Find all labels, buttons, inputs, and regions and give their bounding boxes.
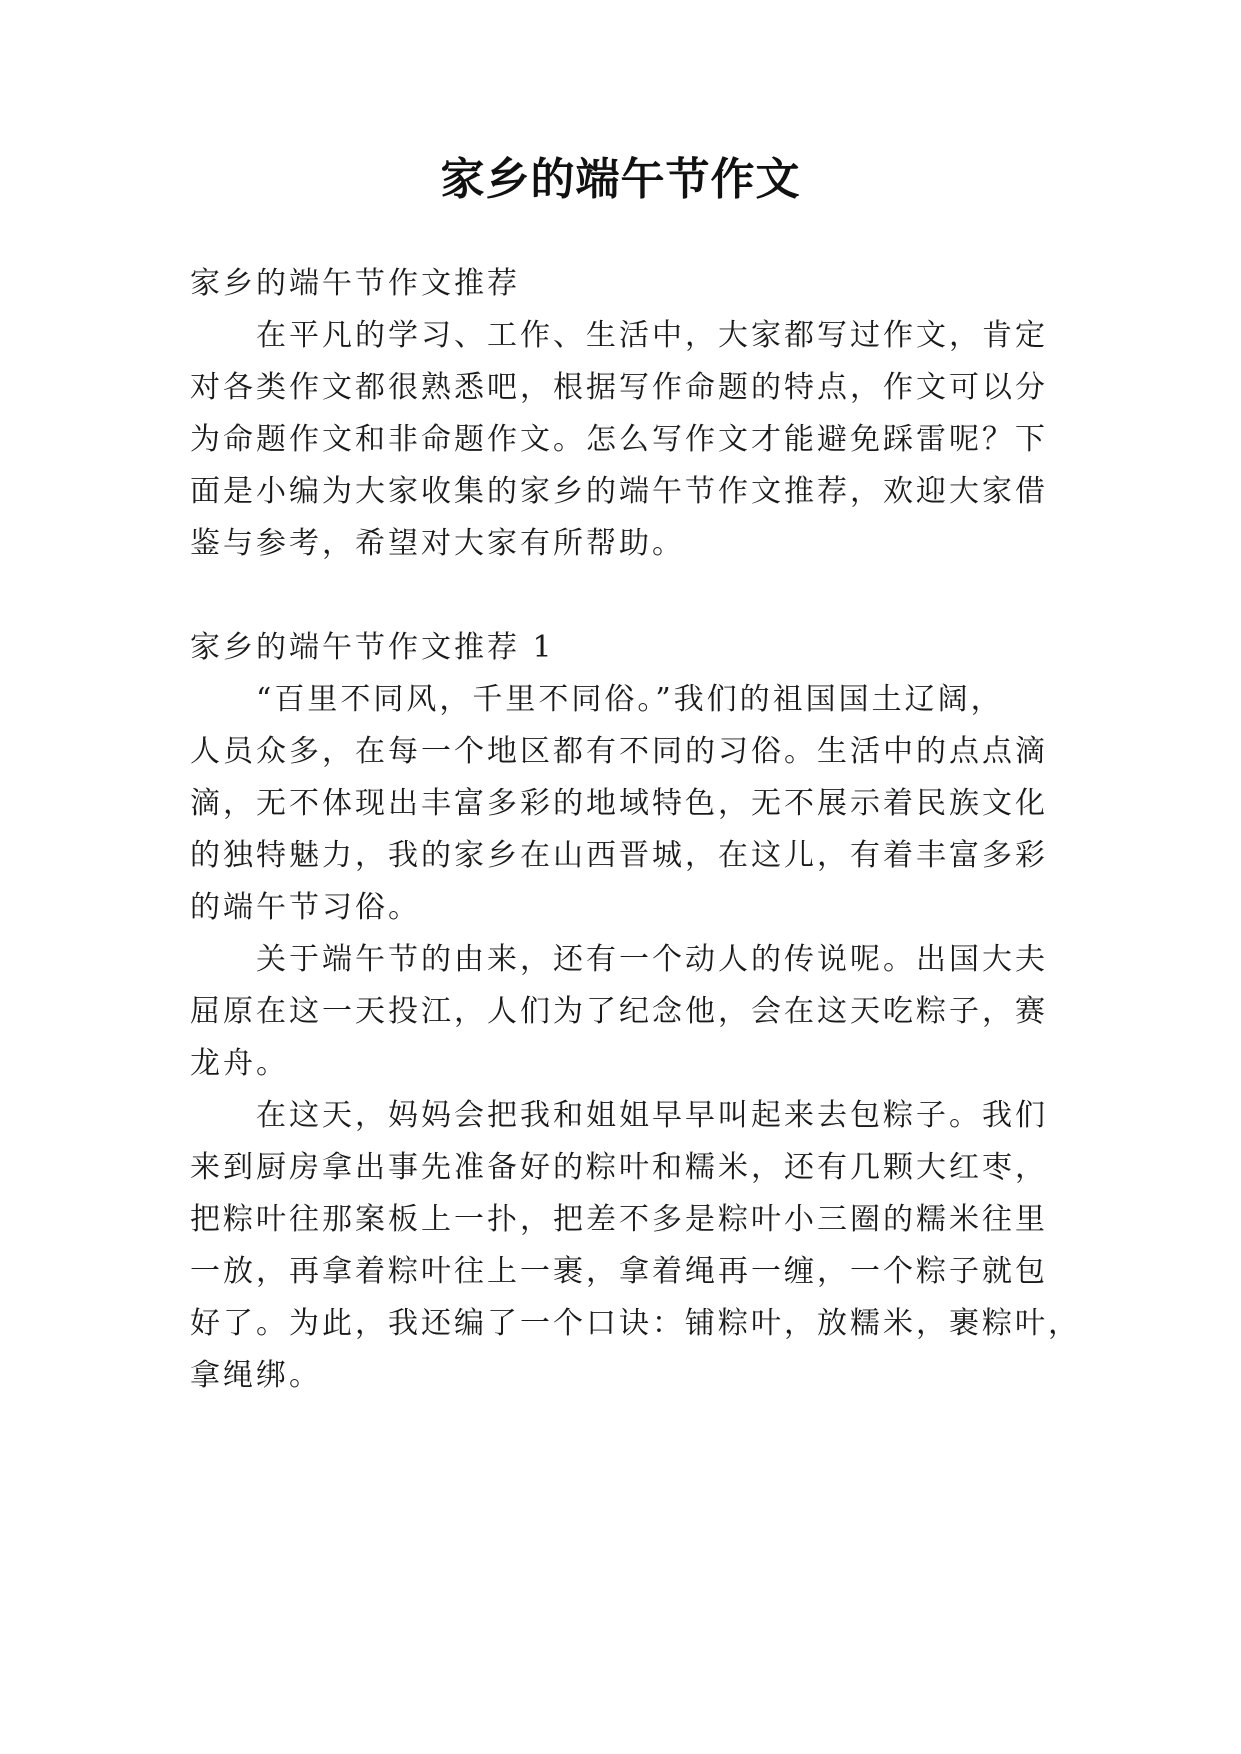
paragraph-line: 在平凡的学习、工作、生活中，大家都写过作文，肯定 <box>256 318 1048 353</box>
paragraph-line: 鉴与参考，希望对大家有所帮助。 <box>190 526 685 561</box>
document-title: 家乡的端午节作文 <box>440 154 801 205</box>
paragraph-line: 人员众多，在每一个地区都有不同的习俗。生活中的点点滴 <box>190 734 1048 769</box>
paragraph-line: 拿绳绑。 <box>190 1358 322 1393</box>
paragraph-line: 为命题作文和非命题作文。怎么写作文才能避免踩雷呢？下 <box>190 422 1048 457</box>
section-heading: 家乡的端午节作文推荐 1 <box>190 630 555 665</box>
paragraph-line: 在这天，妈妈会把我和姐姐早早叫起来去包粽子。我们 <box>256 1098 1048 1133</box>
paragraph-line: “百里不同风，千里不同俗。”我们的祖国国土辽阔， <box>256 682 1004 717</box>
paragraph-line: 对各类作文都很熟悉吧，根据写作命题的特点，作文可以分 <box>190 370 1048 405</box>
paragraph-line: 来到厨房拿出事先准备好的粽叶和糯米，还有几颗大红枣， <box>190 1150 1048 1185</box>
paragraph-line: 龙舟。 <box>190 1046 289 1081</box>
paragraph-line: 面是小编为大家收集的家乡的端午节作文推荐，欢迎大家借 <box>190 474 1048 509</box>
paragraph-line: 滴，无不体现出丰富多彩的地域特色，无不展示着民族文化 <box>190 786 1048 821</box>
paragraph-line: 好了。为此，我还编了一个口诀：铺粽叶，放糯米，裹粽叶， <box>190 1306 1081 1341</box>
paragraph-line: 的独特魅力，我的家乡在山西晋城，在这儿，有着丰富多彩 <box>190 838 1048 873</box>
paragraph-line: 屈原在这一天投江，人们为了纪念他，会在这天吃粽子，赛 <box>190 994 1048 1029</box>
paragraph-line: 的端午节习俗。 <box>190 890 421 925</box>
paragraph-line: 一放，再拿着粽叶往上一裹，拿着绳再一缠，一个粽子就包 <box>190 1254 1048 1289</box>
paragraph-line: 关于端午节的由来，还有一个动人的传说呢。出国大夫 <box>256 942 1048 977</box>
intro-heading: 家乡的端午节作文推荐 <box>190 266 520 301</box>
paragraph-line: 把粽叶往那案板上一扑，把差不多是粽叶小三圈的糯米往里 <box>190 1202 1048 1237</box>
